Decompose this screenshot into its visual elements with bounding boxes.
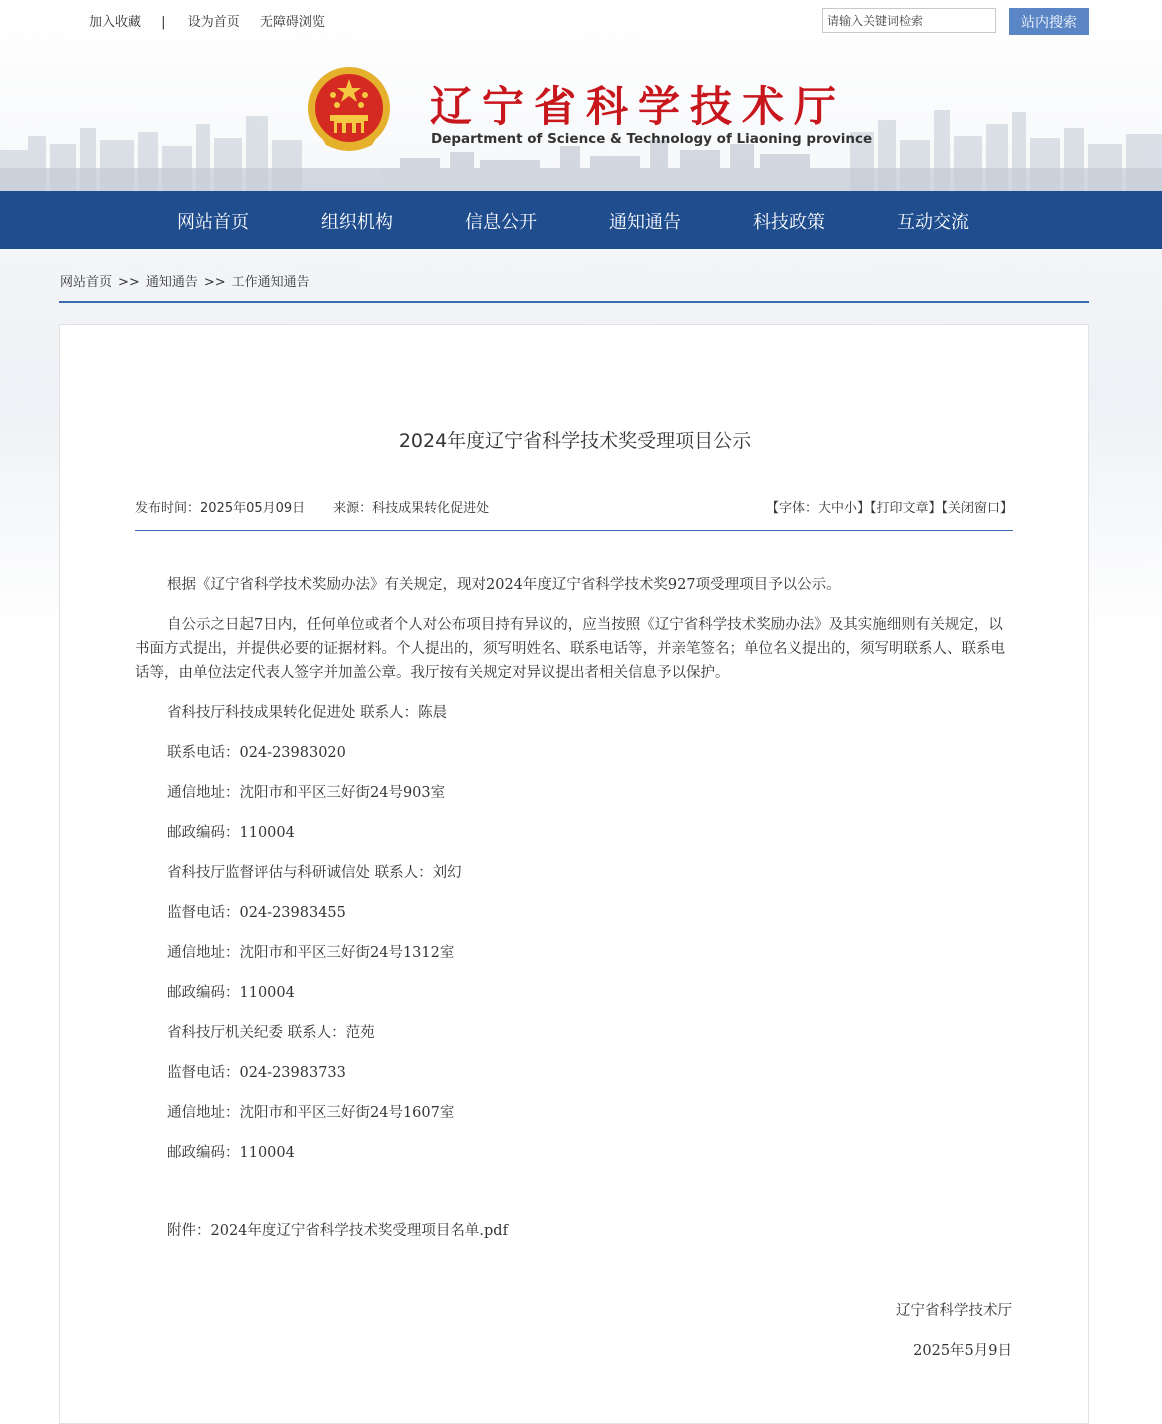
contact-line: 省科技厅机关纪委 联系人：范苑 — [167, 1025, 375, 1041]
breadcrumb-divider — [59, 301, 1089, 303]
contact-line: 通信地址：沈阳市和平区三好街24号1312室 — [167, 945, 455, 961]
contact-line: 监督电话：024-23983733 — [167, 1065, 346, 1081]
nav-item-home[interactable]: 网站首页 — [177, 212, 249, 233]
search-input[interactable] — [822, 8, 996, 33]
contact-line: 联系电话：024-23983020 — [167, 745, 346, 761]
nav-item-notices[interactable]: 通知通告 — [609, 212, 681, 233]
breadcrumb-notices[interactable]: 通知通告 — [145, 275, 198, 290]
site-subtitle: Department of Science & Technology of Liaoning province — [431, 131, 873, 147]
top-links — [89, 11, 341, 30]
article-meta — [135, 497, 489, 516]
publish-time: 发布时间：2025年05月09日 — [135, 501, 306, 516]
font-size-control[interactable]: 【字体：大中小】 — [765, 501, 870, 516]
breadcrumb-separator: >> — [203, 275, 226, 290]
set-homepage-link[interactable]: 设为首页 — [187, 15, 240, 30]
search-button[interactable]: 站内搜索 — [1009, 8, 1089, 35]
contact-line: 邮政编码：110004 — [167, 1145, 295, 1161]
meta-divider — [135, 530, 1013, 531]
breadcrumb-separator: >> — [118, 275, 140, 290]
contact-line: 省科技厅科技成果转化促进处 联系人：陈晨 — [167, 705, 448, 721]
signature-org: 辽宁省科学技术厅 — [896, 1303, 1012, 1319]
main-nav — [0, 191, 1162, 249]
breadcrumb-work-notices[interactable]: 工作通知通告 — [231, 275, 310, 290]
nav-item-interaction[interactable]: 互动交流 — [897, 212, 969, 233]
contact-line: 省科技厅监督评估与科研诚信处 联系人：刘幻 — [167, 865, 462, 881]
site-title: 辽宁省科学技术厅 — [430, 82, 847, 131]
contact-line: 邮政编码：110004 — [167, 825, 295, 841]
breadcrumb-home[interactable]: 网站首页 — [60, 275, 113, 290]
nav-item-info-disclosure[interactable]: 信息公开 — [465, 212, 537, 233]
site-header — [0, 40, 1162, 191]
article-title: 2024年度辽宁省科学技术奖受理项目公示 — [398, 430, 752, 452]
article-body — [135, 573, 1013, 1181]
article-source: 来源：科技成果转化促进处 — [333, 501, 490, 516]
article-paragraph: 自公示之日起7日内，任何单位或者个人对公布项目持有异议的，应当按照《辽宁省科学技术奖励办法》及其实施细则有关规定，以书面方式提出，并提供必要的证据材料。个人提出的，须写明姓名、联系电话等，并亲笔签名；单位名义提出的，须写明联系人、联系电话等，由单位法定代表人签字并加盖公章。我厅按有关规定对异议提出者相关信息予以保护。 — [135, 617, 1005, 681]
nav-item-organization[interactable]: 组织机构 — [321, 212, 393, 233]
attachment-link[interactable]: 附件：2024年度辽宁省科学技术奖受理项目名单.pdf — [167, 1223, 508, 1239]
breadcrumb — [60, 271, 310, 290]
article-paragraph: 根据《辽宁省科学技术奖励办法》有关规定，现对2024年度辽宁省科学技术奖927项受理项目予以公示。 — [167, 577, 841, 593]
accessible-browse-link[interactable]: 无障碍浏览 — [259, 15, 325, 30]
nav-item-policy[interactable]: 科技政策 — [753, 212, 825, 233]
top-bar — [0, 0, 1162, 40]
contact-line: 通信地址：沈阳市和平区三好街24号1607室 — [167, 1105, 455, 1121]
contact-line: 通信地址：沈阳市和平区三好街24号903室 — [167, 785, 446, 801]
top-links-separator: | — [161, 15, 166, 30]
add-favorite-link[interactable]: 加入收藏 — [89, 15, 142, 30]
close-window-button[interactable]: 【关闭窗口】 — [941, 501, 1013, 516]
signature-date: 2025年5月9日 — [913, 1343, 1012, 1359]
contact-line: 邮政编码：110004 — [167, 985, 295, 1001]
article-tools — [766, 497, 1013, 516]
national-emblem-icon — [306, 65, 392, 155]
print-article-button[interactable]: 【打印文章】 — [869, 501, 942, 516]
contact-line: 监督电话：024-23983455 — [167, 905, 346, 921]
article-container — [59, 324, 1089, 1424]
